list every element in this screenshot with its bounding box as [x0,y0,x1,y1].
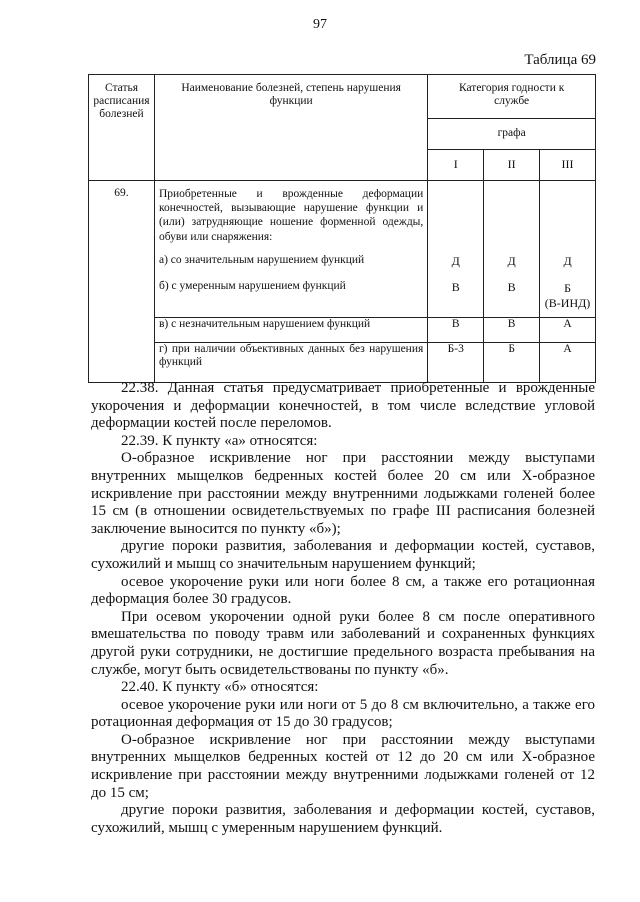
paragraph-axial-shortening-moderate: осевое укорочение руки или ноги от 5 до 8 см включительно, а также его ротационная деформация от 15 до 30 градусов; [91,696,595,731]
row-b-grafa-1: В [451,280,460,294]
grafa-3-main-cell [540,181,596,318]
row-c-label-cell [154,318,427,343]
row-c-grafa-1: В [428,318,484,343]
row-c-label: в) с незначительным нарушением функций [158,318,371,330]
row-d-grafa-2: Б [484,343,540,383]
row-d-grafa-1: Б-3 [428,343,484,383]
article-number: 69. [89,181,155,383]
row-a-grafa-2: Д [507,254,516,268]
paragraph-22-40-heading: 22.40. К пункту «б» относятся: [121,679,319,696]
paragraph-arm-shortening-note: При осевом укорочении одной руки более 8 см после оперативного вмешательства по поводу травм или заболеваний и сохраненных функциях другой руки сотрудники, не достигшие предельного возраста пребывания на службе, могут быть освидетельствованы по пункту «б». [91,608,595,678]
row-d-label-cell [154,343,427,383]
header-article [89,75,155,181]
paragraph-22-38: 22.38. Данная статья предусматривает приобретенные и врожденные укорочения и деформации конечностей, в том числе вследствие угловой деформации костей после переломов. [91,380,595,432]
body-text [91,380,595,837]
header-category-label: Категория годности к службе [458,82,565,108]
row-b-label: б) с умеренным нарушением функций [158,280,346,293]
paragraph-axial-shortening-severe: осевое укорочение руки или ноги более 8 см, а также его ротационная деформация более 30 градусов. [91,573,595,608]
disease-schedule-table [88,74,596,383]
main-description-cell [154,181,427,318]
header-category [428,75,596,119]
paragraph-22-39-heading: 22.39. К пункту «а» относятся: [121,432,318,449]
paragraph-o-shaped-severe: О-образное искривление ног при расстоянии между выступами внутренних мыщелков бедренных костей более 20 см или Х-образное искривление при расстоянии между внутренними лодыжками голеней более 15 см (в отношении освидетельствуемых по графе III расписания болезней заключение выносится по пункту «б»); [91,450,595,537]
grafa-1-main-cell [428,181,484,318]
header-grafa: графа [428,119,596,150]
paragraph-o-shaped-moderate: О-образное искривление ног при расстоянии между выступами внутренних мыщелков бедренных костей от 12 до 20 см или Х-образное искривление при расстоянии между внутренними лодыжками голеней от 12 до 15 см; [91,731,595,801]
grafa-3-label: III [540,150,596,181]
header-disease-name [154,75,427,181]
grafa-2-main-cell [484,181,540,318]
row-b-grafa-2: В [507,280,516,294]
paragraph-other-defects-severe: другие пороки развития, заболевания и деформации костей, суставов, сухожилий и мышц со значительным нарушением функций; [91,538,595,572]
row-d-label: г) при наличии объективных данных без нарушения функций [158,343,424,369]
row-b-grafa-3: Б (В-ИНД) [544,281,591,310]
header-disease-label: Наименование болезней, степень нарушения функции [181,82,401,108]
row-d-grafa-3: А [540,343,596,383]
header-article-label: Статья расписания болезней [93,82,150,121]
row-c-grafa-2: В [484,318,540,343]
grafa-2-label: II [484,150,540,181]
page-number: 97 [313,17,327,32]
row-a-grafa-3: Д [563,254,572,268]
table-caption: Таблица 69 [524,52,596,68]
intro-text: Приобретенные и врожденные деформации конечностей, вызывающие нарушение функции и (или) затрудняющие ношение форменной одежды, обуви или снаряжения: [158,188,424,243]
row-a-grafa-1: Д [451,254,460,268]
paragraph-other-defects-moderate: другие пороки развития, заболевания и деформации костей, суставов, сухожилий, мышц с умеренным нарушением функций. [91,802,595,836]
grafa-1-label: I [428,150,484,181]
row-a-label: а) со значительным нарушением функций [158,253,365,266]
row-c-grafa-3: А [540,318,596,343]
